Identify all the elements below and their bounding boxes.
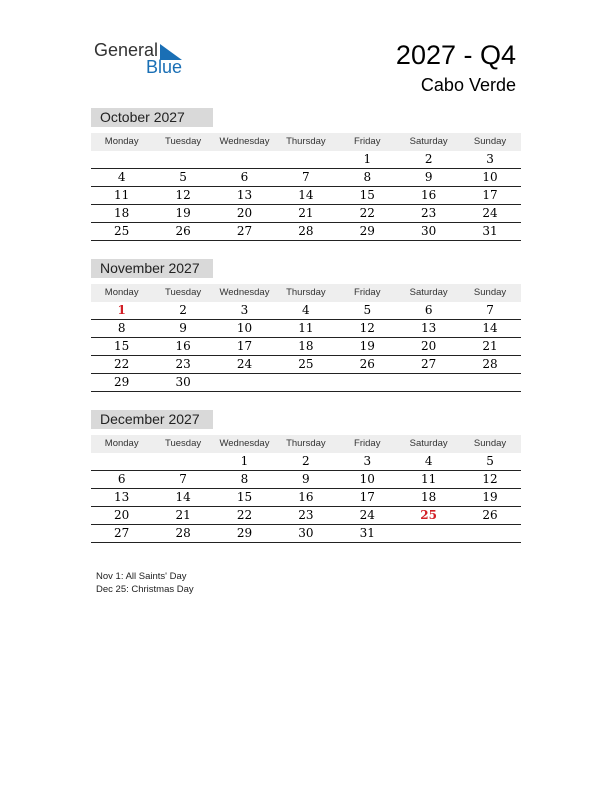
date-cell: 21	[175, 508, 191, 522]
month-title: December 2027	[91, 410, 213, 429]
date-cell: 5	[486, 454, 494, 468]
date-cell: 3	[240, 303, 249, 317]
month-title: November 2027	[91, 259, 213, 278]
date-cell	[459, 525, 520, 542]
date-cell: 11	[298, 321, 314, 335]
date-cell: 2	[424, 152, 433, 166]
date-cell: 6	[240, 170, 249, 184]
date-cell: 5	[179, 170, 187, 184]
date-cell: 24	[236, 357, 253, 371]
weekday-label: Wednesday	[219, 136, 270, 147]
date-cell: 21	[482, 339, 498, 353]
date-cell: 6	[117, 472, 126, 486]
date-cell: 15	[359, 188, 375, 202]
date-cell: 10	[482, 170, 498, 184]
week-row	[91, 205, 521, 223]
date-cell: 4	[424, 454, 433, 468]
date-cell: 4	[302, 303, 310, 317]
date-cell: 17	[236, 339, 253, 353]
week-row	[91, 338, 521, 356]
date-cell: 12	[359, 321, 375, 335]
date-cell: 7	[486, 303, 494, 317]
date-cell: 30	[175, 375, 191, 389]
date-cell: 22	[359, 206, 375, 220]
weekday-label: Tuesday	[165, 287, 202, 298]
date-cell: 25	[114, 224, 130, 238]
week-row	[91, 507, 521, 525]
weekday-label: Friday	[354, 438, 381, 449]
weekday-label: Sunday	[473, 438, 507, 449]
weekday-label: Wednesday	[219, 438, 270, 449]
date-cell: 11	[421, 472, 437, 486]
date-cell: 21	[298, 206, 314, 220]
date-cell: 23	[298, 508, 314, 522]
date-cell: 25	[298, 357, 314, 371]
month-title: October 2027	[91, 108, 213, 127]
date-cell: 14	[175, 490, 191, 504]
date-cell	[91, 151, 152, 168]
date-cell: 19	[359, 339, 375, 353]
date-cell: 17	[482, 188, 498, 202]
date-cell: 8	[117, 321, 126, 335]
month-block	[91, 108, 521, 241]
date-cell	[214, 374, 275, 391]
date-cell	[275, 151, 336, 168]
date-cell: 8	[240, 472, 249, 486]
date-cell: 29	[359, 224, 375, 238]
date-cell: 7	[302, 170, 310, 184]
date-cell: 18	[114, 206, 130, 220]
holiday-date-cell: 25	[420, 508, 437, 522]
date-cell: 26	[359, 357, 375, 371]
date-cell: 9	[179, 321, 187, 335]
weekday-label: Sunday	[473, 136, 507, 147]
date-cell: 3	[486, 152, 494, 166]
date-cell: 5	[363, 303, 372, 317]
date-cell	[275, 374, 336, 391]
logo-text-general: General	[94, 40, 159, 60]
date-cell: 1	[363, 152, 372, 166]
weekday-header-row	[91, 284, 521, 302]
date-cell: 14	[298, 188, 314, 202]
week-row	[91, 471, 521, 489]
date-cell	[152, 453, 213, 470]
date-cell: 2	[179, 303, 187, 317]
date-cell: 27	[421, 357, 437, 371]
weekday-label: Monday	[104, 136, 139, 147]
date-cell: 27	[114, 526, 130, 540]
weekday-label: Tuesday	[165, 438, 202, 449]
weekday-label: Thursday	[286, 136, 326, 147]
weekday-label: Saturday	[409, 136, 448, 147]
weekday-label: Sunday	[473, 287, 507, 298]
weekday-label: Monday	[104, 438, 139, 449]
date-cell: 28	[175, 526, 191, 540]
holiday-note: Dec 25: Christmas Day	[96, 584, 194, 595]
weekday-label: Saturday	[409, 438, 448, 449]
week-row	[91, 187, 521, 205]
date-cell: 6	[424, 303, 433, 317]
holiday-note: Nov 1: All Saints' Day	[96, 571, 187, 582]
holiday-notes	[96, 570, 194, 596]
date-cell: 11	[114, 188, 130, 202]
holiday-date-cell: 1	[117, 303, 126, 317]
date-cell: 10	[236, 321, 253, 335]
date-cell	[398, 525, 459, 542]
weekday-label: Tuesday	[165, 136, 202, 147]
date-cell: 30	[421, 224, 437, 238]
date-cell: 18	[421, 490, 437, 504]
weekday-label: Thursday	[286, 287, 326, 298]
week-row	[91, 489, 521, 507]
date-cell: 12	[482, 472, 498, 486]
date-cell: 15	[114, 339, 130, 353]
date-cell: 24	[359, 508, 375, 522]
date-cell: 23	[175, 357, 191, 371]
country-name: Cabo Verde	[420, 75, 516, 95]
date-cell	[337, 374, 398, 391]
date-cell: 29	[114, 375, 130, 389]
date-cell: 14	[482, 321, 498, 335]
date-cell: 16	[298, 490, 314, 504]
date-cell: 30	[298, 526, 314, 540]
date-cell: 28	[298, 224, 314, 238]
weekday-header-row	[91, 133, 521, 151]
date-cell: 31	[359, 526, 375, 540]
week-row	[91, 169, 521, 187]
date-cell: 29	[236, 526, 253, 540]
date-cell: 22	[114, 357, 130, 371]
date-cell: 20	[114, 508, 130, 522]
date-cell: 9	[424, 170, 433, 184]
date-cell: 26	[175, 224, 191, 238]
date-cell: 4	[117, 170, 126, 184]
date-cell: 19	[175, 206, 191, 220]
weekday-label: Thursday	[286, 438, 326, 449]
page-title: 2027 - Q4	[395, 40, 516, 70]
date-cell: 23	[421, 206, 437, 220]
week-row	[91, 356, 521, 374]
date-cell	[398, 374, 459, 391]
date-cell: 16	[175, 339, 191, 353]
date-cell: 31	[482, 224, 498, 238]
week-row	[91, 525, 521, 543]
date-cell: 18	[298, 339, 314, 353]
weekday-label: Friday	[354, 136, 381, 147]
week-row	[91, 453, 521, 471]
date-cell: 7	[179, 472, 187, 486]
date-cell: 2	[302, 454, 310, 468]
weekday-label: Monday	[104, 287, 139, 298]
date-cell: 9	[302, 472, 310, 486]
date-cell: 16	[421, 188, 437, 202]
weekday-label: Wednesday	[219, 287, 270, 298]
date-cell: 13	[421, 321, 437, 335]
weekday-header-row	[91, 435, 521, 453]
week-row	[91, 151, 521, 169]
week-row	[91, 320, 521, 338]
date-cell: 20	[236, 206, 253, 220]
week-row	[91, 302, 521, 320]
week-row	[91, 223, 521, 241]
generalblue-logo	[94, 40, 194, 80]
date-cell: 22	[236, 508, 253, 522]
date-cell: 19	[482, 490, 498, 504]
date-cell	[152, 151, 213, 168]
logo-text-blue: Blue	[146, 57, 183, 77]
date-cell	[459, 374, 520, 391]
week-row	[91, 374, 521, 392]
weekday-label: Friday	[354, 287, 381, 298]
date-cell: 13	[236, 188, 253, 202]
date-cell: 12	[175, 188, 191, 202]
date-cell: 26	[482, 508, 498, 522]
date-cell: 20	[421, 339, 437, 353]
date-cell: 28	[482, 357, 498, 371]
month-block	[91, 410, 521, 543]
weekday-label: Saturday	[409, 287, 448, 298]
date-cell	[91, 453, 152, 470]
date-cell: 17	[359, 490, 375, 504]
date-cell: 24	[482, 206, 498, 220]
month-block	[91, 259, 521, 392]
date-cell: 3	[363, 454, 372, 468]
date-cell: 8	[363, 170, 372, 184]
date-cell: 1	[240, 454, 249, 468]
date-cell	[214, 151, 275, 168]
date-cell: 15	[236, 490, 253, 504]
date-cell: 10	[359, 472, 375, 486]
date-cell: 13	[114, 490, 130, 504]
date-cell: 27	[236, 224, 253, 238]
